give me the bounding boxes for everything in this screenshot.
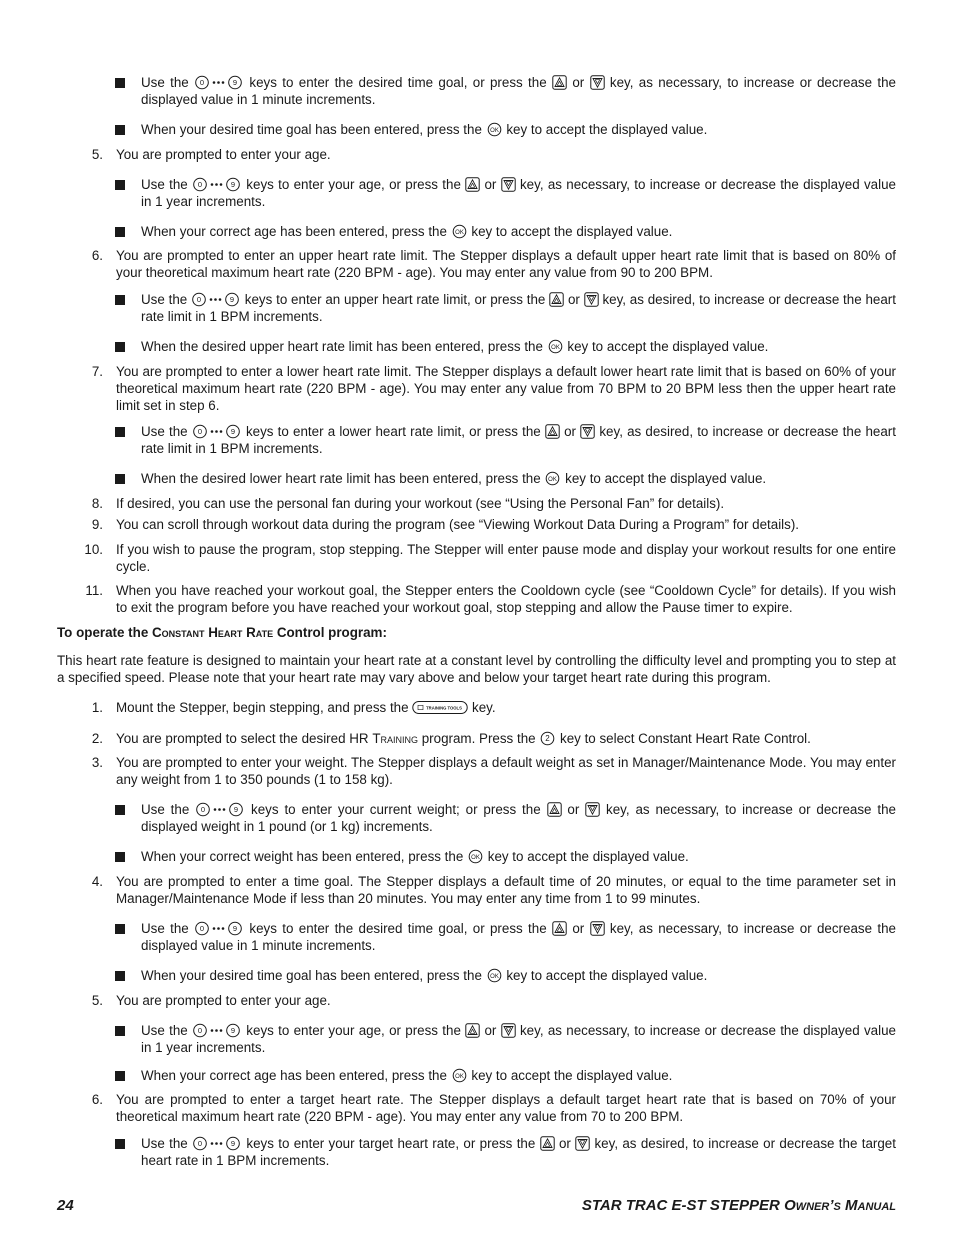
bullet-text	[141, 338, 896, 355]
text-run: If desired, you can use the personal fan during your workout (see “Using the Personal Fan” for details).	[116, 496, 725, 511]
text-run: program. Press the	[418, 731, 540, 746]
bullet-text	[141, 1022, 896, 1056]
svg-text:9: 9	[232, 78, 238, 88]
ok-key-icon	[467, 849, 484, 864]
text-run: key to accept the displayed value.	[484, 849, 689, 864]
ok-key-icon	[486, 122, 503, 137]
step-number: 5.	[91, 993, 103, 1008]
svg-text:OK: OK	[489, 974, 499, 981]
bullet-text	[141, 967, 896, 984]
text-run: When your correct age has been entered, press the	[141, 224, 451, 239]
bullet-text	[141, 291, 896, 325]
bullet-marker	[115, 295, 125, 305]
bullet-text	[141, 920, 896, 954]
bullet-text	[141, 1135, 896, 1169]
text-run: or	[559, 424, 581, 439]
bullet-marker	[115, 1071, 125, 1081]
svg-text:0: 0	[197, 1026, 203, 1036]
text-run: You are prompted to enter your age.	[116, 993, 331, 1008]
text-run: Use the	[141, 802, 196, 817]
bullet-text	[141, 470, 896, 487]
text-run: keys to enter your age, or press the	[242, 177, 466, 192]
text-run: You are prompted to select the desired HR	[116, 731, 373, 746]
text-run: Use the	[141, 75, 195, 90]
text-run: When you have reached your workout goal, the Stepper enters the Cooldown cycle (see “Cooldown Cycle” for details). If you wish to exit the program before you have reached your workout goal, stop stepping and allow the Pause timer to expire.	[116, 583, 896, 615]
text-run: You can scroll through workout data during the program (see “Viewing Workout Data During a Program” for details).	[116, 517, 800, 532]
text-run: key to accept the displayed value.	[502, 968, 708, 983]
increase-key-icon	[545, 424, 560, 439]
decrease-key-icon	[584, 292, 599, 307]
ok-key-icon	[451, 224, 468, 239]
bullet-marker	[115, 474, 125, 484]
text-run: keys to enter the desired time goal, or press the	[244, 75, 552, 90]
bullet-marker	[115, 427, 125, 437]
digit-keys-icon	[192, 1136, 242, 1151]
training-tools-key-icon	[412, 700, 468, 715]
text-run: keys to enter a lower heart rate limit, or press the	[241, 424, 545, 439]
intro-paragraph	[57, 652, 896, 686]
text-run: You are prompted to enter a lower heart rate limit. The Stepper displays a default lower heart rate limit that is based on 60% of your theoretical maximum heart rate (220 BPM - age). You may enter any value from 70 BPM to 20 BPM less then the upper heart rate limit set in step 6.	[116, 364, 896, 413]
text-run: key, as necessary, to increase or decrease the displayed value in 1 year increments.	[141, 1023, 896, 1055]
text-run: When your correct age has been entered, press the	[141, 1068, 451, 1083]
text-run: Use the	[141, 292, 191, 307]
bullet-marker	[115, 125, 125, 135]
digit-keys-icon	[192, 424, 242, 439]
text-run: keys to enter the desired time goal, or press the	[244, 921, 552, 936]
text-run: Use the	[141, 424, 192, 439]
digit-keys-icon	[192, 1023, 242, 1038]
step-number: 9.	[91, 517, 103, 532]
ok-key-icon	[544, 471, 561, 486]
page-number: 24	[57, 1197, 74, 1214]
svg-text:0: 0	[199, 78, 205, 88]
decrease-key-icon	[575, 1136, 590, 1151]
svg-text:9: 9	[232, 924, 238, 934]
text-run: When your desired time goal has been entered, press the	[141, 968, 486, 983]
smallcaps-text: Training	[372, 731, 418, 746]
step-text	[116, 146, 896, 163]
bullet-text	[141, 423, 896, 457]
step-text	[116, 516, 896, 533]
step-number: 11.	[85, 583, 103, 598]
step-number: 10.	[84, 542, 103, 557]
svg-text:9: 9	[230, 1026, 236, 1036]
manual-title	[582, 1197, 896, 1215]
increase-key-icon	[547, 802, 562, 817]
smallcaps-text: Constant Heart Rate	[151, 625, 274, 640]
text-run: To operate the	[57, 625, 152, 640]
text-run: keys to enter your age, or press the	[242, 1023, 466, 1038]
digit-keys-icon	[194, 921, 244, 936]
text-run: Control program:	[273, 625, 387, 640]
increase-key-icon	[552, 921, 567, 936]
step-number: 1.	[91, 700, 103, 715]
text-run: key.	[468, 700, 496, 715]
text-run: or	[567, 75, 590, 90]
text-run: You are prompted to enter your weight. The Stepper displays a default weight as set in Manager/Maintenance Mode. You may enter any weight from 1 to 350 pounds (1 to 158 kg).	[116, 755, 896, 787]
text-run: or	[561, 802, 586, 817]
text-run: or	[564, 292, 584, 307]
step-number: 6.	[91, 248, 103, 263]
step-text	[116, 1091, 896, 1125]
step-text	[116, 363, 896, 414]
text-run: key to accept the displayed value.	[467, 1068, 673, 1083]
section-heading	[57, 624, 387, 641]
svg-text:OK: OK	[550, 345, 560, 352]
text-run: keys to enter an upper heart rate limit, or press the	[241, 292, 550, 307]
text-run: key to accept the displayed value.	[561, 471, 767, 486]
bullet-marker	[115, 852, 125, 862]
text-run: Use the	[141, 1136, 193, 1151]
step-number: 6.	[91, 1092, 103, 1107]
svg-text:9: 9	[229, 295, 235, 305]
step-text	[116, 699, 896, 716]
text-run: key, as desired, to increase or decrease the heart rate limit in 1 BPM increments.	[141, 292, 896, 324]
bullet-marker	[115, 180, 125, 190]
svg-text:0: 0	[199, 924, 205, 934]
text-run: key to accept the displayed value.	[563, 339, 769, 354]
step-number: 7.	[91, 364, 103, 379]
svg-text:2: 2	[545, 734, 551, 744]
decrease-key-icon	[590, 921, 605, 936]
svg-text:9: 9	[230, 180, 236, 190]
step-text	[116, 873, 896, 907]
svg-text:0: 0	[197, 427, 202, 437]
bullet-text	[141, 223, 896, 240]
digit-keys-icon	[192, 177, 242, 192]
bullet-marker	[115, 342, 125, 352]
text-run: key to accept the displayed value.	[502, 122, 708, 137]
text-run: This heart rate feature is designed to maintain your heart rate at a constant level by controlling the difficulty level and prompting you to step at a specified speed. Please note that your heart rate may vary above and below your target heart rate during this program.	[57, 653, 896, 685]
svg-text:9: 9	[234, 805, 239, 815]
text-run: key, as desired, to increase or decrease the heart rate limit in 1 BPM increments.	[141, 424, 896, 456]
digit-keys-icon	[194, 75, 244, 90]
decrease-key-icon	[590, 75, 605, 90]
bullet-text	[141, 848, 896, 865]
bullet-text	[141, 176, 896, 210]
svg-text:TRAINING TOOLS: TRAINING TOOLS	[426, 705, 463, 711]
step-number: 2.	[91, 731, 103, 746]
svg-text:OK: OK	[454, 1074, 464, 1081]
svg-text:9: 9	[230, 1139, 236, 1149]
bullet-marker	[115, 805, 125, 815]
step-number: 8.	[91, 496, 103, 511]
bullet-marker	[115, 971, 125, 981]
bullet-marker	[115, 1026, 125, 1036]
step-text	[116, 247, 896, 281]
text-run: Use the	[141, 1023, 193, 1038]
svg-text:9: 9	[230, 427, 235, 437]
step-text	[116, 992, 896, 1009]
bullet-text	[141, 801, 896, 835]
bullet-marker	[115, 1139, 125, 1149]
text-run: key to accept the displayed value.	[467, 224, 673, 239]
bullet-text	[141, 74, 896, 108]
digit-keys-icon	[195, 802, 245, 817]
text-run: key, as necessary, to increase or decrease the displayed value in 1 minute increments.	[141, 75, 896, 107]
text-run: key, as necessary, to increase or decrease the displayed weight in 1 pound (or 1 kg) increments.	[141, 802, 896, 834]
digit-keys-icon	[191, 292, 241, 307]
decrease-key-icon	[580, 424, 595, 439]
increase-key-icon	[465, 177, 480, 192]
bullet-marker	[115, 78, 125, 88]
increase-key-icon	[540, 1136, 555, 1151]
text-run: or	[480, 1023, 501, 1038]
svg-text:0: 0	[197, 180, 203, 190]
step-text	[116, 541, 896, 575]
increase-key-icon	[552, 75, 567, 90]
decrease-key-icon	[501, 1023, 516, 1038]
two-key-icon	[539, 731, 556, 746]
svg-text:OK: OK	[454, 230, 464, 237]
text-run: key to select Constant Heart Rate Control.	[556, 731, 811, 746]
step-text	[116, 582, 896, 616]
text-run: When your correct weight has been entered, press the	[141, 849, 468, 864]
text-run: keys to enter your target heart rate, or press the	[242, 1136, 540, 1151]
bullet-marker	[115, 227, 125, 237]
bullet-text	[141, 121, 896, 138]
text-run: You are prompted to enter a time goal. The Stepper displays a default time of 20 minutes, or equal to the time parameter set in Manager/Maintenance Mode if less than 20 minutes. You may enter any time from 1 to 99 minutes.	[116, 874, 896, 906]
increase-key-icon	[549, 292, 564, 307]
manual-title-smallcaps: Owner’s Manual	[784, 1197, 896, 1214]
step-text	[116, 495, 896, 512]
step-number: 5.	[91, 147, 103, 162]
bullet-marker	[115, 924, 125, 934]
decrease-key-icon	[501, 177, 516, 192]
step-text	[116, 754, 896, 788]
ok-key-icon	[547, 339, 564, 354]
bullet-text	[141, 1067, 896, 1084]
text-run: If you wish to pause the program, stop stepping. The Stepper will enter pause mode and display your workout results for one entire cycle.	[116, 542, 896, 574]
step-number: 4.	[91, 874, 103, 889]
text-run: When the desired lower heart rate limit has been entered, press the	[141, 471, 545, 486]
text-run: Use the	[141, 177, 193, 192]
text-run: When your desired time goal has been entered, press the	[141, 122, 486, 137]
text-run: key, as necessary, to increase or decrease the displayed value in 1 year increments.	[141, 177, 896, 209]
text-run: When the desired upper heart rate limit has been entered, press the	[141, 339, 547, 354]
text-run: or	[567, 921, 590, 936]
text-run: or	[480, 177, 501, 192]
ok-key-icon	[486, 968, 503, 983]
text-run: or	[554, 1136, 576, 1151]
svg-text:OK: OK	[471, 855, 480, 862]
text-run: You are prompted to enter your age.	[116, 147, 331, 162]
decrease-key-icon	[585, 802, 600, 817]
svg-text:0: 0	[197, 1139, 203, 1149]
text-run: You are prompted to enter an upper heart rate limit. The Stepper displays a default upper heart rate limit that is based on 80% of your theoretical maximum heart rate (220 BPM - age). You may enter any value from 90 to 200 BPM.	[116, 248, 896, 280]
manual-title-main: STAR TRAC E-ST STEPPER	[581, 1197, 785, 1214]
increase-key-icon	[465, 1023, 480, 1038]
text-run: Mount the Stepper, begin stepping, and press the	[116, 700, 413, 715]
ok-key-icon	[451, 1068, 468, 1083]
step-number: 3.	[91, 755, 103, 770]
text-run: key, as desired, to increase or decrease the target heart rate in 1 BPM increments.	[141, 1136, 896, 1168]
svg-text:OK: OK	[489, 128, 499, 135]
text-run: key, as necessary, to increase or decrease the displayed value in 1 minute increments.	[141, 921, 896, 953]
text-run: Use the	[141, 921, 195, 936]
text-run: keys to enter your current weight; or press the	[245, 802, 547, 817]
svg-text:OK: OK	[548, 477, 558, 484]
step-text	[116, 730, 896, 747]
text-run: You are prompted to enter a target heart rate. The Stepper displays a default target heart rate that is based on 70% of your theoretical maximum heart rate (220 BPM - age). You may enter any value from 70 to 200 BPM.	[116, 1092, 896, 1124]
svg-text:0: 0	[196, 295, 202, 305]
svg-text:0: 0	[201, 805, 206, 815]
